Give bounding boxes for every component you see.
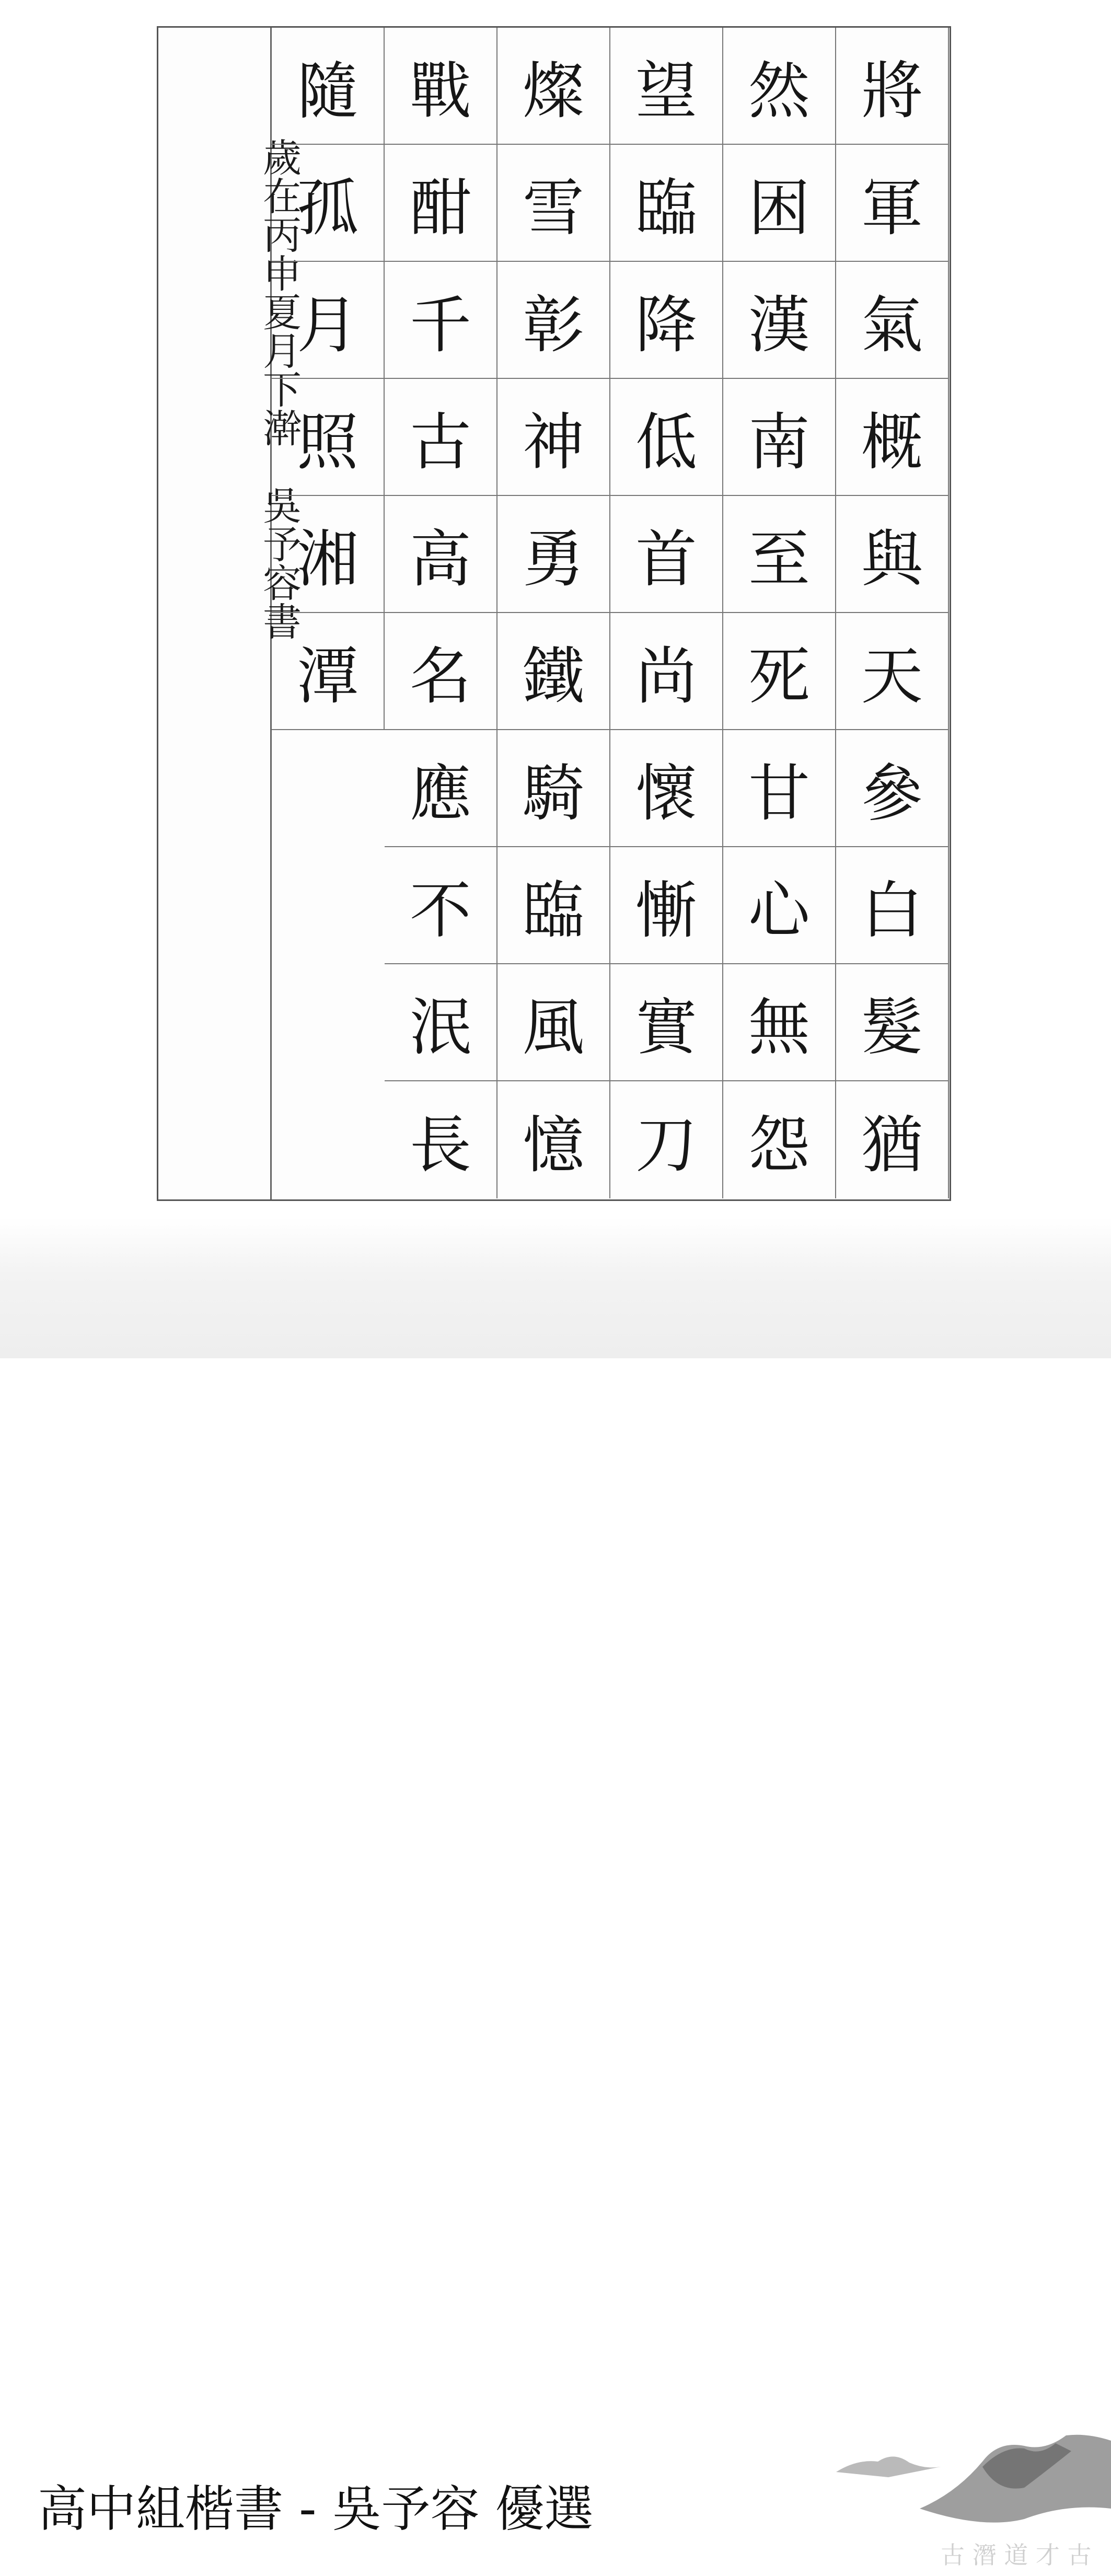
character-cell: 死 xyxy=(723,613,836,730)
character-cell: 千 xyxy=(385,262,497,379)
character-cell: 月 xyxy=(272,262,385,379)
character-cell: 南 xyxy=(723,379,836,496)
character-cell: 天 xyxy=(836,613,949,730)
character-cell: 白 xyxy=(836,847,949,964)
character-cell: 古 xyxy=(385,379,497,496)
decorative-footer-band xyxy=(0,1218,1111,2569)
character-cell: 無 xyxy=(723,964,836,1081)
ink-mountain-painting xyxy=(826,2430,1111,2576)
character-cell: 應 xyxy=(385,730,497,847)
character-cell: 雪 xyxy=(497,145,610,262)
character-cell: 騎 xyxy=(497,730,610,847)
character-cell: 望 xyxy=(610,28,723,145)
character-cell: 漢 xyxy=(723,262,836,379)
character-cell: 尚 xyxy=(610,613,723,730)
character-cell: 憶 xyxy=(497,1081,610,1198)
character-cell: 猶 xyxy=(836,1081,949,1198)
character-cell: 照 xyxy=(272,379,385,496)
character-cell: 髮 xyxy=(836,964,949,1081)
calligraphy-sheet xyxy=(157,26,951,1201)
character-cell: 彰 xyxy=(497,262,610,379)
character-cell: 隨 xyxy=(272,28,385,145)
character-cell: 氣 xyxy=(836,262,949,379)
character-cell: 臨 xyxy=(610,145,723,262)
character-cell: 名 xyxy=(385,613,497,730)
award-caption: 高中組楷書 - 吳予容 優選 xyxy=(38,2481,594,2538)
character-cell: 低 xyxy=(610,379,723,496)
character-cell: 不 xyxy=(385,847,497,964)
character-cell: 高 xyxy=(385,496,497,613)
character-cell: 概 xyxy=(836,379,949,496)
character-cell: 軍 xyxy=(836,145,949,262)
character-cell: 然 xyxy=(723,28,836,145)
signature-column xyxy=(158,28,302,1199)
character-cell: 燦 xyxy=(497,28,610,145)
character-cell: 將 xyxy=(836,28,949,145)
character-cell: 湘 xyxy=(272,496,385,613)
character-cell: 與 xyxy=(836,496,949,613)
character-cell: 長 xyxy=(385,1081,497,1198)
character-cell: 心 xyxy=(723,847,836,964)
character-cell: 鐵 xyxy=(497,613,610,730)
svg-text:古 潛 道 才 古: 古 潛 道 才 古 xyxy=(941,2541,1092,2569)
signature-inscription: 歲在丙申夏月下澣 吳予容書 xyxy=(257,137,302,640)
character-cell: 甘 xyxy=(723,730,836,847)
character-cell: 參 xyxy=(836,730,949,847)
character-cell: 酣 xyxy=(385,145,497,262)
character-cell: 臨 xyxy=(497,847,610,964)
character-cell: 泯 xyxy=(385,964,497,1081)
character-cell: 戰 xyxy=(385,28,497,145)
character-cell: 孤 xyxy=(272,145,385,262)
character-cell: 慚 xyxy=(610,847,723,964)
character-cell: 刀 xyxy=(610,1081,723,1198)
character-cell: 懷 xyxy=(610,730,723,847)
character-cell: 勇 xyxy=(497,496,610,613)
character-cell: 神 xyxy=(497,379,610,496)
character-cell: 實 xyxy=(610,964,723,1081)
character-grid xyxy=(272,28,951,1199)
character-cell: 降 xyxy=(610,262,723,379)
character-cell: 至 xyxy=(723,496,836,613)
character-cell: 風 xyxy=(497,964,610,1081)
character-cell: 困 xyxy=(723,145,836,262)
character-cell: 潭 xyxy=(272,613,385,730)
character-cell: 怨 xyxy=(723,1081,836,1198)
character-cell: 首 xyxy=(610,496,723,613)
